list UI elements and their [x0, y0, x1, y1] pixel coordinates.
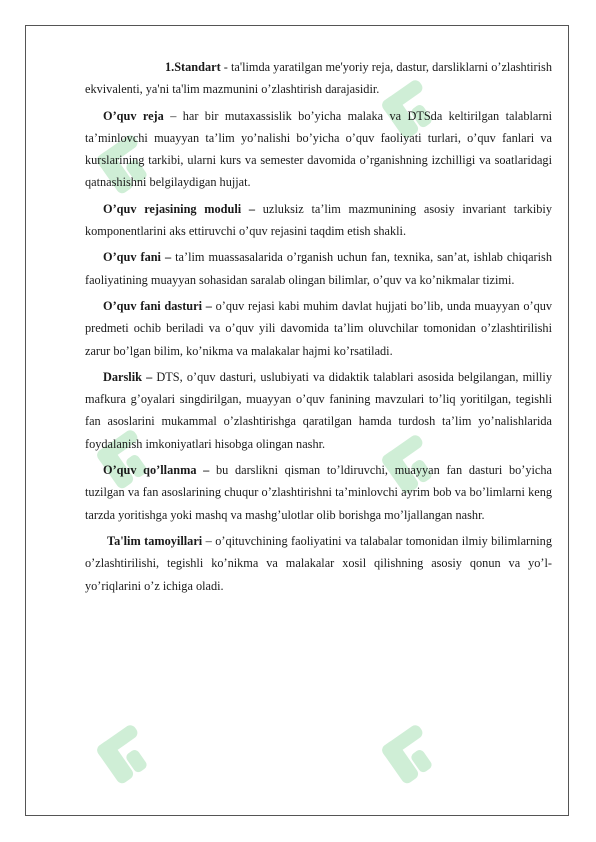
paragraph-oquv-fani-dasturi: [85, 295, 552, 362]
paragraph-talim-tamoyillari: [85, 530, 552, 597]
term: O’quv fani dasturi –: [103, 298, 212, 313]
document-body: [85, 56, 552, 601]
term: 1.Standart: [165, 60, 221, 74]
definition: - ta'limda yaratilgan me'yoriy reja, dastur, darsliklarni o’zlashtirish ekvivalenti, ya'ni ta'lim mazmunini o’zlashtirish darajasidir.: [85, 60, 552, 97]
term: O’quv rejasining moduli –: [103, 201, 256, 216]
definition: o’quv rejasi kabi muhim davlat hujjati bo’lib, unda muayyan o’quv predmeti ochib beriladi va o’quv yili davomida ta’lim oluvchilar tomonidan o’zlashtirilishi zarur bo’lgan bilim, ko’nikma va malakalar hajmi ko’rsatiladi.: [85, 298, 553, 358]
definition: – o’qituvchining faoliyatini va talabalar tomonidan ilmiy bilimlarning o’zlashtirilishi, tegishli ko’nikma va malakalar xosil qilishning asosiy qonun va yo’l-yo’riqlarini o’z ichiga oladi.: [85, 533, 552, 593]
term: Darslik –: [103, 369, 153, 384]
term: O’quv qo’llanma –: [103, 463, 210, 478]
definition: – har bir mutaxassislik bo’yicha malaka va DTSda keltirilgan talablarni ta’minlovchi muayyan ta’lim yo’nalishi bo’yicha o’quv faoliyati turlari, o’quv fanlari va kurslarining tarkibi, ularni kurs va semester davomida o’rganishning izchilligi va soatlaridagi qatnashishni belgilaydigan hujjat.: [85, 108, 553, 190]
definition: ta’lim muassasalarida o’rganish uchun fan, texnika, san’at, ishlab chiqarish faoliyatining muayyan sohasidan saralab olingan bilimlar, o’quv va ko’nikmalar tizimi.: [85, 250, 552, 287]
term: O’quv reja: [103, 108, 164, 123]
paragraph-standart: [85, 56, 552, 101]
paragraph-oquv-rejasining-moduli: [85, 198, 552, 243]
definition: DTS, o’quv dasturi, uslubiyati va didaktik talablari asosida belgilangan, milliy mafkura g’oyalari singdirilgan, muayyan o’quv fanining mavzulari to’liq yoritilgan, tegishli fan asoslarini mukammal o’zlashtirishga qaratilgan hamda turdosh ta’lim yo’nalishlarida foydalanish imkoniyatlari hisobga olingan nashr.: [85, 369, 552, 451]
definition: uzluksiz ta’lim mazmunining asosiy invariant tarkibiy komponentlarini aks ettiruvchi o’quv rejasini taqdim etish shakli.: [85, 201, 552, 239]
paragraph-oquv-qollanma: [85, 459, 552, 526]
paragraph-darslik: [85, 366, 552, 455]
paragraph-oquv-reja: [85, 105, 552, 194]
paragraph-oquv-fani: [85, 246, 552, 291]
term: Ta'lim tamoyillari: [107, 533, 203, 548]
definition: bu darslikni qisman to’ldiruvchi, muayyan fan dasturi bo’yicha tuzilgan va fan asoslarining chuqur o’zlashtirishni ta’minlovchi ayrim bob va bo’limlarni keng tarzda yoritishga yoki mashq va mashg’ulotlar olib borishga mo’ljallangan nashr.: [85, 463, 553, 522]
term: O’quv fani –: [103, 250, 172, 265]
